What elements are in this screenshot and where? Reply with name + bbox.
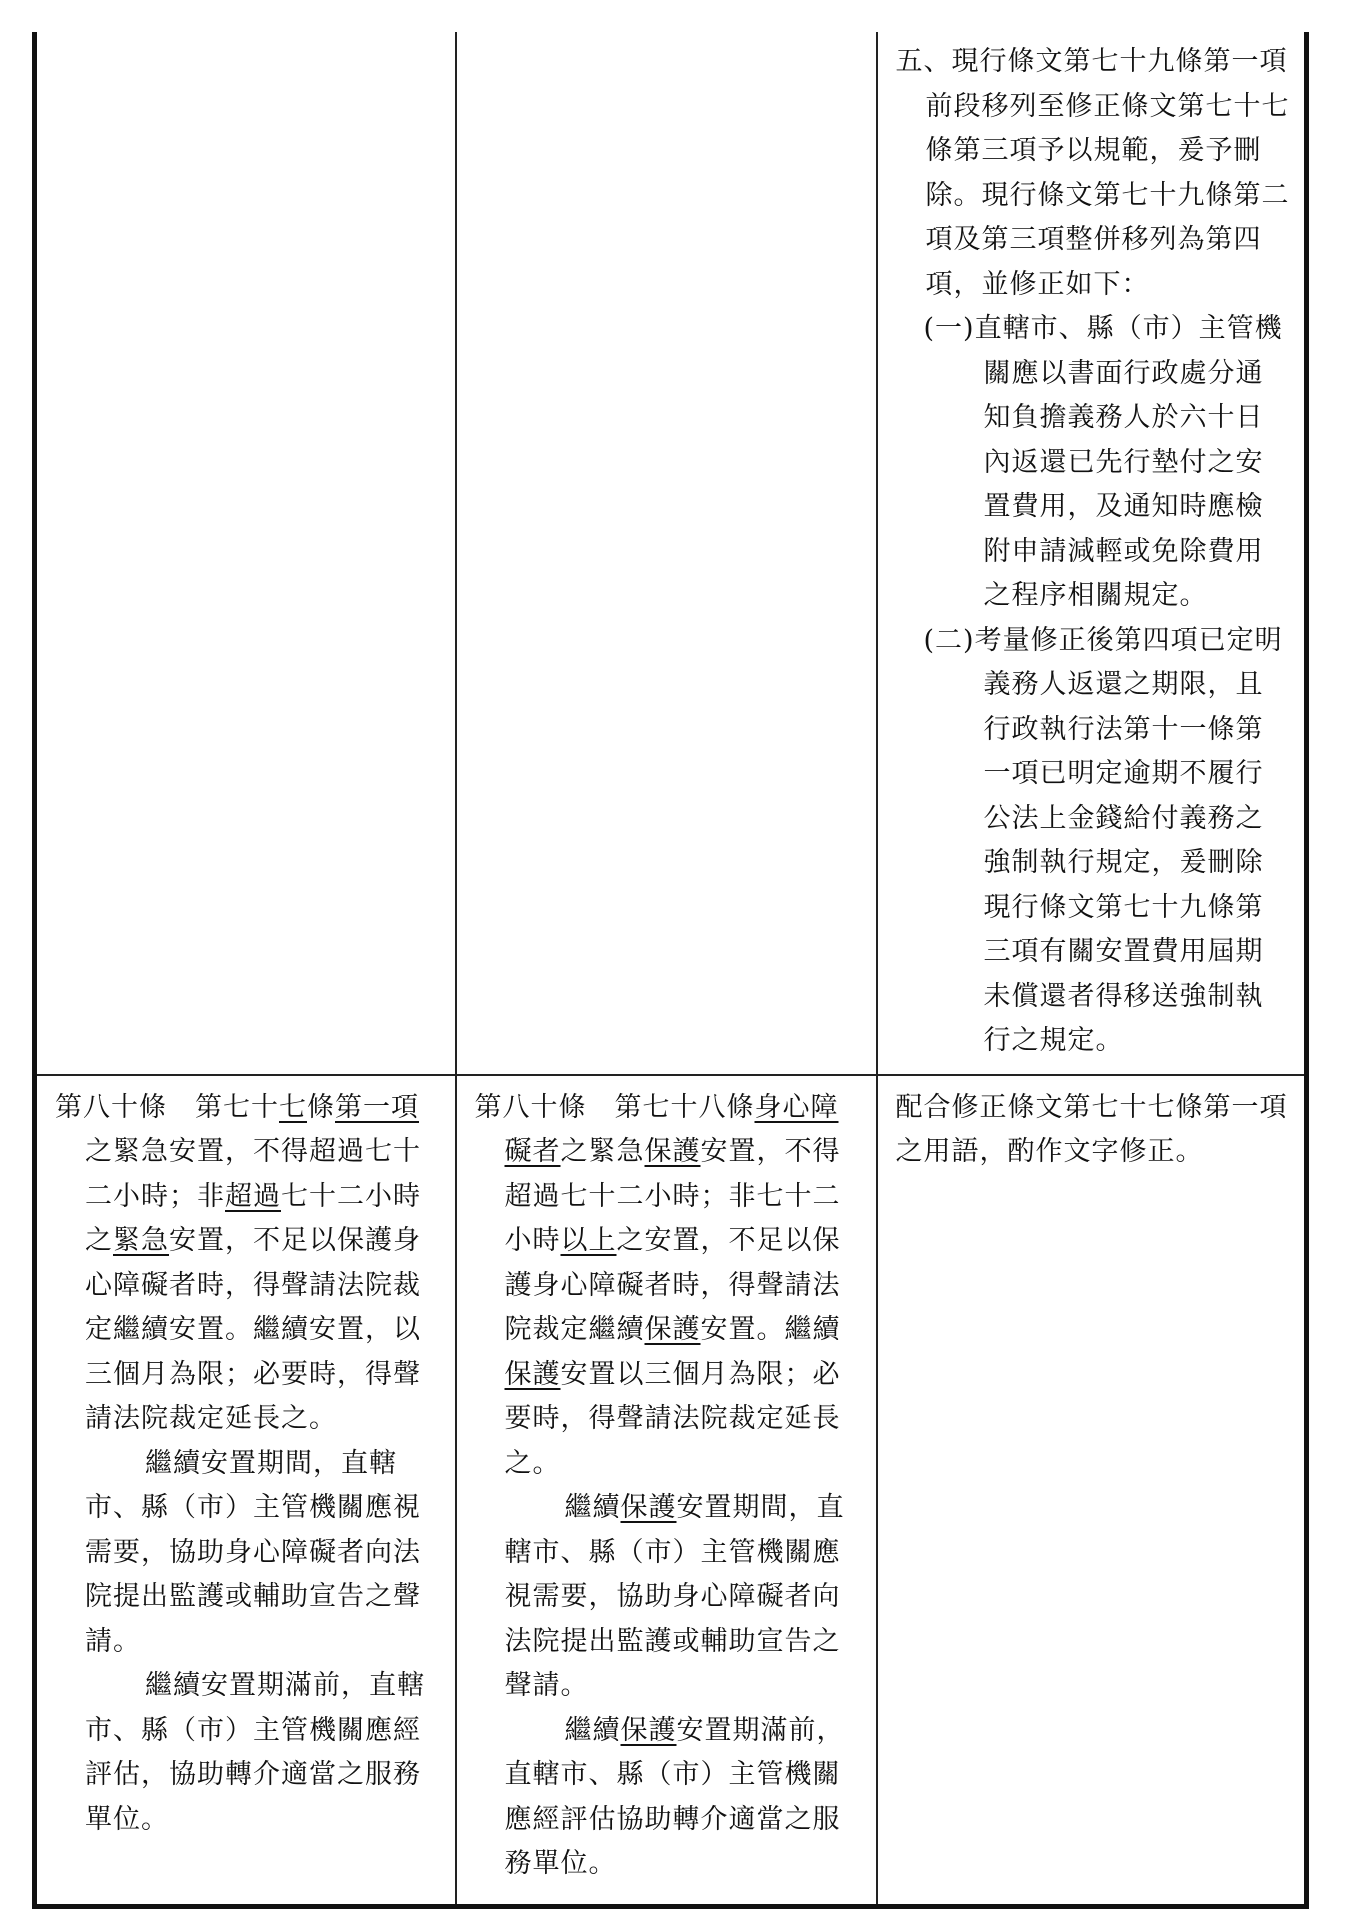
deleted-text: 保護 [644, 1136, 701, 1167]
deleted-text: 身心障礙者 [504, 1091, 839, 1167]
article-80-amended-para-1 [55, 1086, 441, 1442]
subitem-label: (二) [923, 624, 975, 656]
deleted-text: 保護 [620, 1492, 677, 1523]
text-run: 第八十條 第七十八條 [474, 1091, 755, 1123]
text-run: 安置，不得超過七十二小時；非七十二小時 [504, 1136, 841, 1256]
current-article-cell [456, 1075, 877, 1907]
subitem-text: 考量修正後第四項已定明義務人返還之期限，且行政執行法第十一條第一項已明定逾期不履行公法上金錢給付義務之強制執行規定，爰刪除現行條文第七十九條第三項有關安置費用屆期未償還者得移送強制執行之規定。 [974, 624, 1283, 1056]
text-run: 安置期間，直轄市、縣（市）主管機關應視需要，協助身心障礙者向法院提出監護或輔助宣告之聲請。 [504, 1492, 845, 1701]
amended-text: 超過 [225, 1180, 281, 1212]
article-80-current-para-3 [475, 1709, 862, 1887]
article-80-current-para-1 [475, 1086, 862, 1487]
text-run: 安置期滿前，直轄市、縣（市）主管機關應經評估協助轉介適當之服務單位。 [504, 1714, 845, 1879]
amended-article-cell [35, 1075, 456, 1907]
article-80-amended-para-3: 繼續安置期滿前，直轄市、縣（市）主管機關應經評估，協助轉介適當之服務單位。 [85, 1670, 425, 1835]
article-80-amended-para-2: 繼續安置期間，直轄市、縣（市）主管機關應視需要，協助身心障礙者向法院提出監護或輔助宣告之聲請。 [85, 1447, 421, 1657]
current-article-cell [456, 32, 877, 1075]
table-row [35, 1075, 1307, 1907]
text-run: 安置以三個月為限；必要時，得聲請法院裁定延長之。 [504, 1358, 841, 1479]
explanation-item-5: 五、現行條文第七十九條第一項前段移列至修正條文第七十七條第三項予以規範，爰予刪除。現行條文第七十九條第二項及第三項整併移列為第四項，並修正如下： [895, 46, 1290, 300]
text-run: 七十二小時之 [85, 1180, 421, 1256]
text-run: 安置，不足以保護身心障礙者時，得聲請法院裁定繼續安置。繼續安置，以三個月為限；必要時，得聲請法院裁定延長之。 [85, 1225, 421, 1434]
explanation-text: 配合修正條文第七十七條第一項之用語，酌作文字修正。 [895, 1091, 1288, 1167]
comparison-table [32, 32, 1309, 1909]
text-run: 安置。繼續 [700, 1314, 841, 1345]
explanation-cell [877, 1075, 1307, 1907]
deleted-text: 以上 [560, 1225, 617, 1256]
text-run: 之緊急安置，不得超過七十二小時；非 [85, 1136, 421, 1212]
explanation-subitem-2 [896, 619, 1291, 1064]
text-run: 第八十條 第七十 [55, 1091, 279, 1123]
text-run: 繼續 [564, 1714, 621, 1746]
text-run: 條 [307, 1091, 335, 1123]
amended-text: 七 [279, 1091, 307, 1123]
text-run: 之緊急 [560, 1136, 645, 1167]
subitem-label: (一) [923, 313, 975, 344]
explanation-subitem-1 [896, 307, 1291, 619]
amended-article-cell [35, 32, 456, 1075]
explanation-cell [877, 32, 1307, 1075]
deleted-text: 保護 [644, 1314, 701, 1345]
article-80-current-para-2 [475, 1486, 862, 1709]
table-row [35, 32, 1307, 1075]
text-run: 之安置，不足以保護身心障礙者時，得聲請法院裁定繼續 [504, 1225, 841, 1345]
subitem-text: 直轄市、縣（市）主管機關應以書面行政處分通知負擔義務人於六十日內返還已先行墊付之安置費用，及通知時應檢附申請減輕或免除費用之程序相關規定。 [974, 313, 1283, 611]
deleted-text: 保護 [620, 1714, 677, 1746]
deleted-text: 保護 [504, 1358, 561, 1390]
text-run: 繼續 [564, 1492, 621, 1523]
amended-text: 第一項 [335, 1091, 419, 1123]
amended-text: 緊急 [113, 1225, 169, 1256]
